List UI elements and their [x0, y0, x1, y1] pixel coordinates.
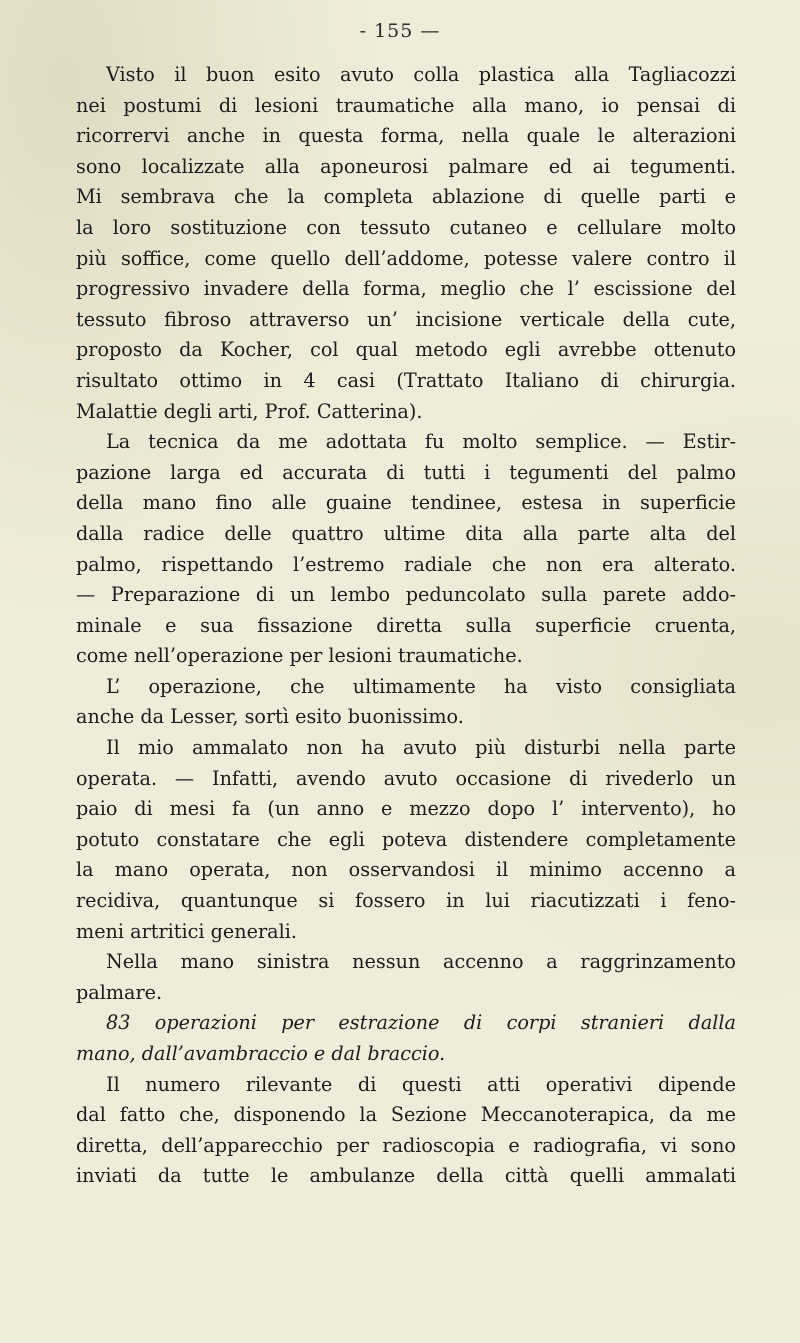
heading-line: mano, dall’avambraccio e dal braccio. — [76, 1042, 446, 1065]
text-line: risultato ottimo in 4 casi (Trattato Italiano di chirurgia. — [76, 368, 736, 392]
body-text — [76, 60, 736, 1192]
text-line: palmo, rispettando l’estremo radiale che non era alterato. — [76, 552, 736, 576]
text-line: tessuto fibroso attraverso un’ incisione verticale della cute, — [76, 307, 736, 331]
text-line: diretta, dell’apparecchio per radioscopia e radiografia, vi sono — [76, 1133, 736, 1157]
text-line: — Preparazione di un lembo peduncolato sulla parete addo- — [76, 583, 736, 607]
text-line: La tecnica da me adottata fu molto semplice. — Estir- — [106, 430, 736, 454]
text-line: pazione larga ed accurata di tutti i tegumenti del palmo — [76, 460, 736, 484]
text-line: L’ operazione, che ultimamente ha visto consigliata — [106, 674, 736, 698]
text-line: come nell’operazione per lesioni traumatiche. — [76, 644, 523, 668]
text-line: meni artritici generali. — [76, 919, 297, 943]
text-line: progressivo invadere della forma, meglio che l’ escissione del — [76, 277, 736, 301]
text-line: ricorrervi anche in questa forma, nella quale le alterazioni — [76, 124, 736, 148]
text-line: la loro sostituzione con tessuto cutaneo e cellulare molto — [76, 215, 736, 239]
text-line: la mano operata, non osservandosi il minimo accenno a — [76, 858, 736, 882]
text-line: della mano fino alle guaine tendinee, estesa in superficie — [76, 491, 736, 515]
section-heading — [76, 1008, 736, 1069]
text-line: dal fatto che, disponendo la Sezione Meccanoterapica, da me — [76, 1103, 736, 1127]
paragraph — [76, 427, 736, 672]
text-line: operata. — Infatti, avendo avuto occasione di rivederlo un — [76, 766, 736, 790]
paragraph — [76, 672, 736, 733]
paragraph — [76, 60, 736, 427]
heading-line: 83 operazioni per estrazione di corpi stranieri dalla — [106, 1011, 736, 1035]
text-line: Mi sembrava che la completa ablazione di quelle parti e — [76, 185, 736, 209]
text-line: Visto il buon esito avuto colla plastica alla Tagliacozzi — [106, 63, 736, 86]
page-number: - 155 — — [359, 20, 441, 42]
text-line: potuto constatare che egli poteva distendere completamente — [76, 827, 736, 851]
text-line: palmare. — [76, 980, 163, 1004]
text-line: anche da Lesser, sortì esito buonissimo. — [76, 705, 464, 729]
paragraph — [76, 1070, 736, 1192]
text-line: minale e sua fissazione diretta sulla superficie cruenta, — [76, 613, 736, 637]
paragraph — [76, 947, 736, 1008]
text-line: sono localizzate alla aponeurosi palmare ed ai tegumenti. — [76, 154, 736, 178]
paragraph — [76, 733, 736, 947]
text-line: recidiva, quantunque si fossero in lui riacutizzati i feno- — [76, 889, 736, 913]
text-line: più soffice, come quello dell’addome, potesse valere contro il — [76, 246, 736, 270]
text-line: paio di mesi fa (un anno e mezzo dopo l’ intervento), ho — [76, 797, 736, 821]
text-line: Nella mano sinistra nessun accenno a raggrinzamento — [106, 950, 736, 974]
text-line: nei postumi di lesioni traumatiche alla mano, io pensai di — [76, 93, 736, 117]
text-line: Malattie degli arti, Prof. Catterina). — [76, 399, 423, 423]
text-line: Il mio ammalato non ha avuto più disturbi nella parte — [106, 736, 736, 760]
text-line: Il numero rilevante di questi atti operativi dipende — [106, 1072, 736, 1096]
text-line: inviati da tutte le ambulanze della città quelli ammalati — [76, 1164, 736, 1188]
text-line: dalla radice delle quattro ultime dita alla parte alta del — [76, 521, 736, 545]
text-line: proposto da Kocher, col qual metodo egli avrebbe ottenuto — [76, 338, 736, 362]
